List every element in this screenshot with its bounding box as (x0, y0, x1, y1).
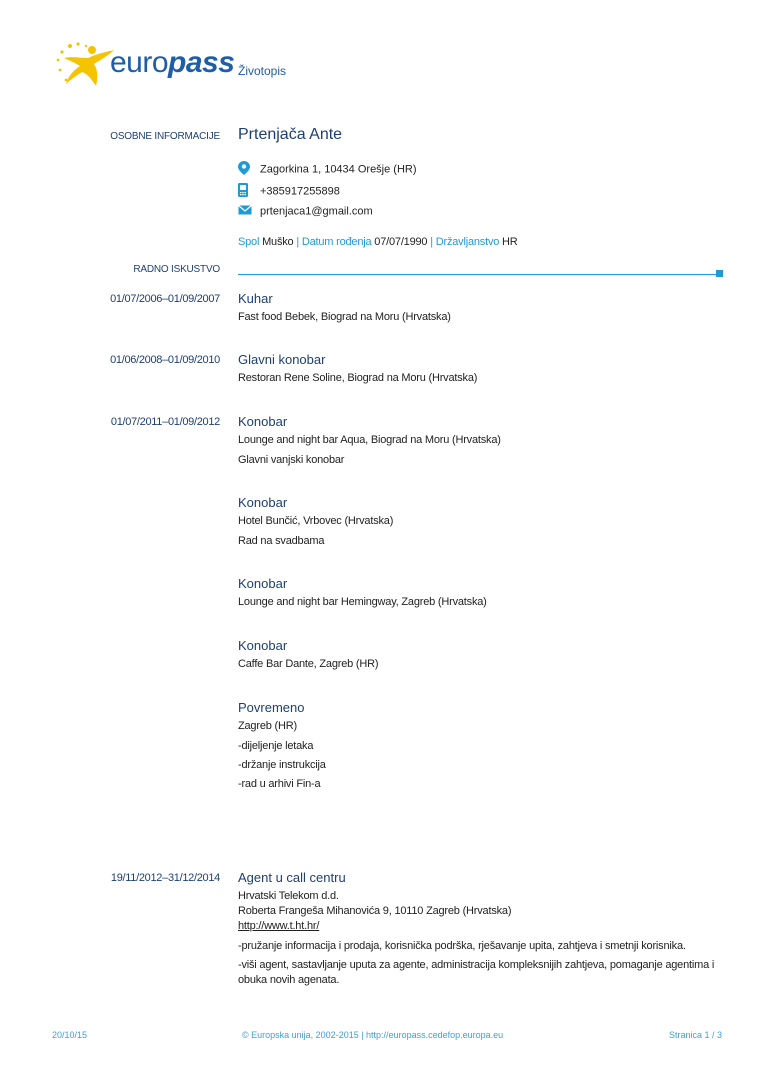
separator: | (296, 236, 300, 248)
address-row (238, 161, 417, 178)
job-entry (238, 495, 738, 549)
footer-date: 20/10/15 (52, 1030, 88, 1040)
email-row (238, 205, 373, 218)
job-description: Rad na svadbama (238, 535, 325, 547)
footer-page-number: Stranica 1 / 3 (668, 1030, 722, 1040)
job-date: 01/06/2008–01/09/2010 (110, 354, 220, 366)
location-pin-icon (238, 161, 254, 178)
europass-wordmark: europass (110, 46, 235, 79)
personal-meta-line (238, 236, 518, 248)
job-date: 19/11/2012–31/12/2014 (110, 872, 220, 884)
nationality-value: HR (502, 236, 518, 248)
job-entry (238, 414, 738, 468)
job-date: 01/07/2011–01/09/2012 (110, 416, 220, 428)
job-title: Konobar (238, 414, 288, 429)
job-entry (238, 870, 738, 988)
job-entry (238, 638, 738, 672)
job-employer-line: Hrvatski Telekom d.d. (238, 890, 339, 902)
work-experience-label: RADNO ISKUSTVO (133, 264, 220, 275)
job-title: Konobar (238, 576, 288, 591)
job-employer: Caffe Bar Dante, Zagreb (HR) (238, 658, 379, 670)
job-description-line: -rad u arhivi Fin-a (238, 778, 321, 790)
job-date: 01/07/2006–01/09/2007 (110, 293, 220, 305)
phone-row (238, 183, 340, 200)
email-text[interactable]: prtenjaca1@gmail.com (260, 205, 373, 218)
dob-label: Datum rođenja (301, 236, 372, 248)
job-title: Konobar (238, 638, 288, 653)
job-title: Konobar (238, 495, 288, 510)
section-divider (238, 274, 716, 275)
job-title: Povremeno (238, 700, 305, 715)
job-title: Glavni konobar (238, 352, 326, 367)
job-employer: Zagreb (HR) (238, 720, 297, 732)
envelope-icon (238, 205, 254, 218)
job-entry (238, 291, 738, 325)
job-title: Kuhar (238, 291, 273, 306)
footer-copyright: © Europska unija, 2002-2015 | http://europass.cedefop.europa.eu (242, 1030, 504, 1040)
job-employer: Hotel Bunčić, Vrbovec (Hrvatska) (238, 515, 394, 527)
sex-value: Muško (262, 236, 294, 248)
job-entry (238, 352, 738, 386)
job-entry (238, 700, 738, 792)
document-title: Životopis (238, 64, 287, 78)
mobile-phone-icon (238, 183, 254, 200)
person-name: Prtenjača Ante (238, 126, 343, 143)
separator: | (430, 236, 433, 248)
europass-logo (52, 40, 235, 95)
section-divider-end (716, 270, 723, 277)
job-title: Agent u call centru (238, 870, 346, 885)
job-description: Glavni vanjski konobar (238, 454, 345, 466)
job-description-line: -dijeljenje letaka (238, 740, 314, 752)
nationality-label: Državljanstvo (435, 236, 500, 248)
europass-figure-icon (52, 40, 116, 95)
phone-text: +385917255898 (260, 185, 340, 198)
sex-label: Spol (238, 236, 260, 248)
job-employer: Fast food Bebek, Biograd na Moru (Hrvatska) (238, 311, 451, 323)
employer-website-link[interactable]: http://www.t.ht.hr/ (238, 920, 320, 932)
job-employer-line: Roberta Frangeša Mihanovića 9, 10110 Zagreb (Hrvatska) (238, 905, 512, 917)
dob-value: 07/07/1990 (374, 236, 428, 248)
address-text: Zagorkina 1, 10434 Orešje (HR) (260, 163, 417, 176)
job-description-line: -viši agent, sastavljanje uputa za agente, administracija kompleksnijih zahtjeva, pomaganje agentima i obuka novih agenata. (238, 959, 715, 986)
job-description-line: -pružanje informacija i prodaja, korisnička podrška, rješavanje upita, zahtjeva i smetnji korisnika. (238, 940, 686, 952)
job-description-line: -držanje instrukcija (238, 759, 326, 771)
job-employer: Lounge and night bar Aqua, Biograd na Moru (Hrvatska) (238, 434, 501, 446)
job-employer: Lounge and night bar Hemingway, Zagreb (Hrvatska) (238, 596, 487, 608)
job-entry (238, 576, 738, 610)
personal-info-label: OSOBNE INFORMACIJE (110, 131, 220, 142)
job-employer: Restoran Rene Soline, Biograd na Moru (Hrvatska) (238, 372, 478, 384)
